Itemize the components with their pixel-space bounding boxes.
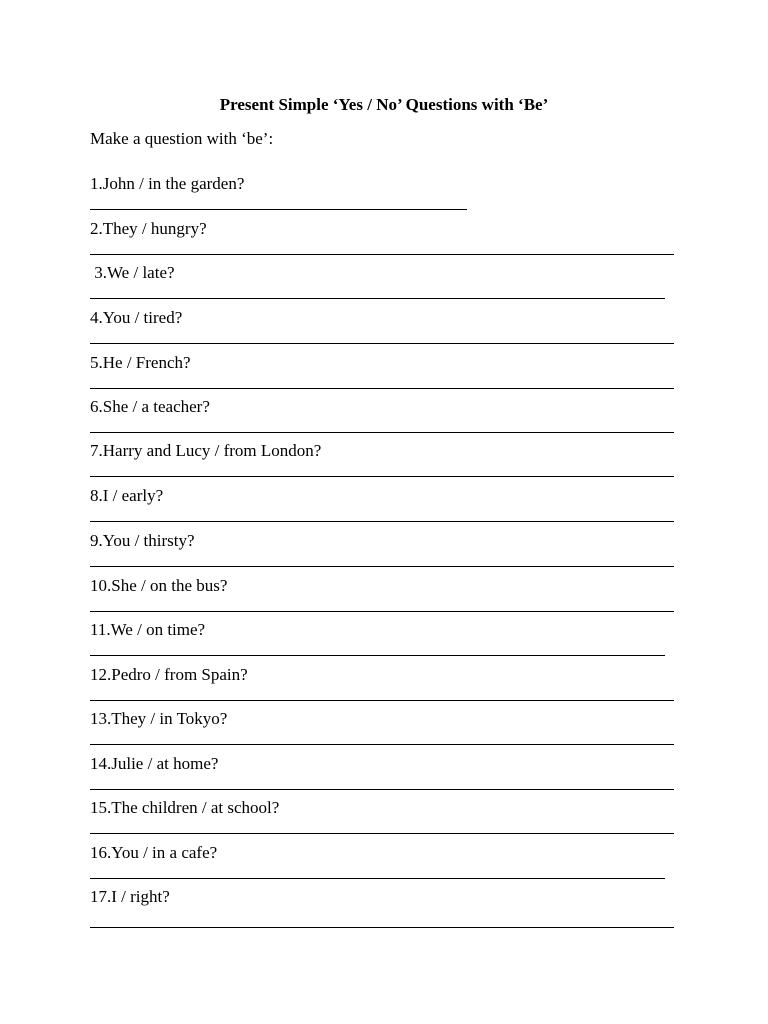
answer-line[interactable]	[90, 254, 674, 255]
answer-line[interactable]	[90, 789, 674, 790]
question-prompt: 6.She / a teacher?	[90, 397, 210, 416]
answer-line[interactable]	[90, 432, 674, 433]
answer-line[interactable]	[90, 343, 674, 344]
question-prompt: 15.The children / at school?	[90, 798, 280, 817]
question-prompt: 7.Harry and Lucy / from London?	[90, 441, 322, 460]
question-prompt: 3.We / late?	[90, 263, 175, 282]
answer-line[interactable]	[90, 209, 467, 210]
question-prompt: 11.We / on time?	[90, 620, 206, 639]
answer-line[interactable]	[90, 655, 665, 656]
answer-line[interactable]	[90, 298, 665, 299]
worksheet-instruction: Make a question with ‘be’:	[90, 129, 274, 148]
answer-line[interactable]	[90, 700, 674, 701]
answer-line[interactable]	[90, 388, 674, 389]
question-prompt: 9.You / thirsty?	[90, 531, 195, 550]
answer-line[interactable]	[90, 744, 674, 745]
answer-line[interactable]	[90, 927, 674, 928]
question-prompt: 14.Julie / at home?	[90, 754, 219, 773]
question-prompt: 12.Pedro / from Spain?	[90, 665, 248, 684]
answer-line[interactable]	[90, 476, 674, 477]
worksheet-title: Present Simple ‘Yes / No’ Questions with ‘Be’	[219, 95, 549, 114]
answer-line[interactable]	[90, 566, 674, 567]
question-prompt: 1.John / in the garden?	[90, 174, 245, 193]
question-prompt: 5.He / French?	[90, 353, 191, 372]
answer-line[interactable]	[90, 833, 674, 834]
answer-line[interactable]	[90, 611, 674, 612]
answer-line[interactable]	[90, 878, 665, 879]
answer-line[interactable]	[90, 521, 674, 522]
question-prompt: 16.You / in a cafe?	[90, 843, 218, 862]
question-prompt: 2.They / hungry?	[90, 219, 207, 238]
question-prompt: 8.I / early?	[90, 486, 164, 505]
question-prompt: 13.They / in Tokyo?	[90, 709, 228, 728]
question-prompt: 17.I / right?	[90, 887, 170, 906]
question-prompt: 4.You / tired?	[90, 308, 183, 327]
question-prompt: 10.She / on the bus?	[90, 576, 228, 595]
